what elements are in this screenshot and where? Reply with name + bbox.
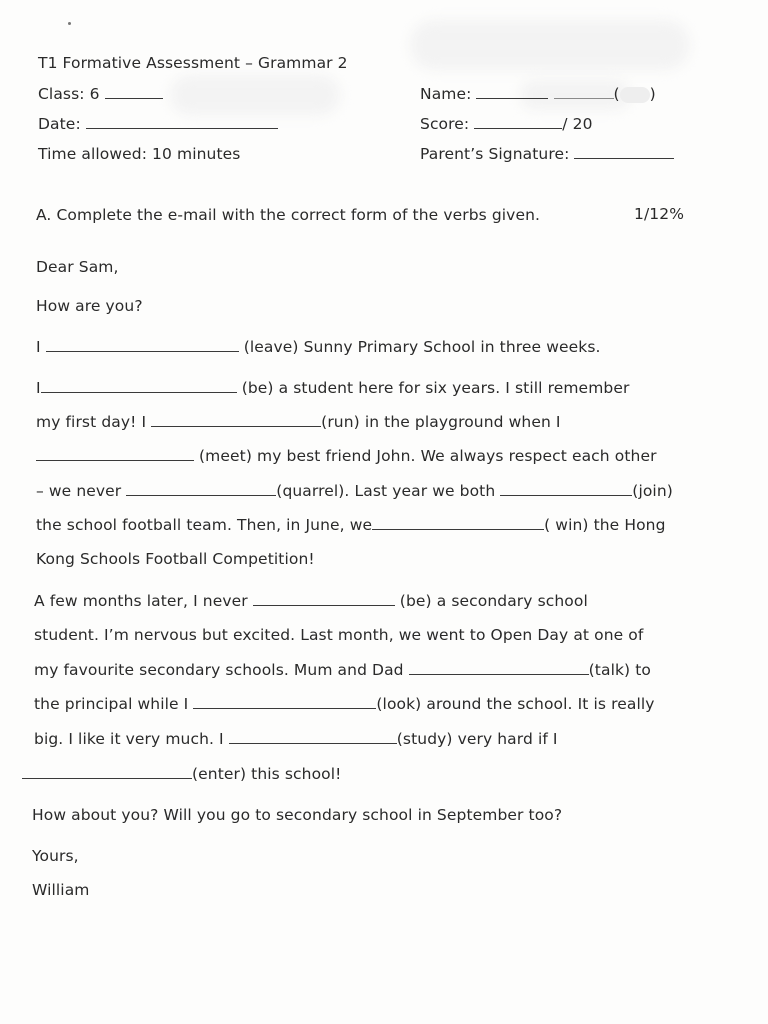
signature-field: [420, 144, 674, 164]
letter-line-3: [36, 412, 561, 432]
letter-line-1: [36, 337, 601, 357]
answer-blank: [36, 446, 194, 461]
class-number-close: ): [649, 85, 656, 103]
class-label: Class: 6: [38, 85, 100, 103]
assessment-title: T1 Formative Assessment – Grammar 2: [38, 54, 348, 72]
answer-blank: [409, 660, 589, 675]
text: (study) very hard if I: [396, 730, 558, 748]
score-label: Score:: [420, 115, 470, 133]
text: (run) in the playground when I: [321, 413, 561, 431]
redaction-smudge: [410, 20, 690, 70]
name-blank: [554, 84, 614, 99]
score-field: [420, 114, 593, 134]
date-field: [38, 114, 278, 134]
letter-closing-question: How about you? Will you go to secondary school in September too?: [32, 806, 563, 824]
letter-line-9: student. I’m nervous but excited. Last month, we went to Open Day at one of: [34, 626, 644, 644]
letter-line-12: [34, 729, 558, 749]
letter-opening: How are you?: [36, 297, 143, 315]
text: I: [36, 379, 41, 397]
text: (meet) my best friend John. We always respect each other: [199, 447, 657, 465]
letter-line-4: [36, 446, 657, 466]
text: (be) a student here for six years. I still remember: [241, 379, 630, 397]
text: (look) around the school. It is really: [376, 695, 655, 713]
date-label: Date:: [38, 115, 81, 133]
letter-line-10: [34, 660, 651, 680]
score-blank: [474, 114, 562, 129]
answer-blank: [500, 481, 632, 496]
class-number-open: (: [613, 85, 620, 103]
letter-line-13: [22, 764, 342, 784]
letter-line-6: [36, 515, 666, 535]
letter-greeting: Dear Sam,: [36, 258, 119, 276]
answer-blank: [229, 729, 397, 744]
answer-blank: [22, 764, 192, 779]
score-total: / 20: [562, 115, 593, 133]
answer-blank: [193, 694, 376, 709]
answer-blank: [151, 412, 321, 427]
letter-line-2: [36, 378, 629, 398]
text: my favourite secondary schools. Mum and Dad: [34, 661, 404, 679]
class-number-redacted: [620, 87, 650, 103]
letter-line-11: [34, 694, 655, 714]
scan-speck: [68, 22, 71, 25]
text: (enter) this school!: [192, 765, 342, 783]
text: the school football team. Then, in June, we: [36, 516, 373, 534]
text: my first day! I: [36, 413, 147, 431]
name-label: Name:: [420, 85, 472, 103]
text: I: [36, 338, 41, 356]
time-allowed: Time allowed: 10 minutes: [38, 145, 241, 163]
letter-signature: William: [32, 881, 90, 899]
text: big. I like it very much. I: [34, 730, 224, 748]
answer-blank: [372, 515, 544, 530]
class-field: [38, 84, 163, 104]
class-blank: [105, 84, 163, 99]
section-a-instruction: A. Complete the e-mail with the correct form of the verbs given.: [36, 206, 541, 224]
answer-blank: [126, 481, 276, 496]
text: ( win) the Hong: [544, 516, 666, 534]
text: (talk) to: [588, 661, 651, 679]
signature-label: Parent’s Signature:: [420, 145, 570, 163]
text: (leave) Sunny Primary School in three weeks.: [243, 338, 601, 356]
letter-signoff: Yours,: [32, 847, 79, 865]
answer-blank: [46, 337, 239, 352]
text: the principal while I: [34, 695, 189, 713]
redaction-smudge: [170, 75, 340, 115]
signature-blank: [574, 144, 674, 159]
text: (join): [632, 482, 673, 500]
text: (quarrel). Last year we both: [276, 482, 496, 500]
section-a-marks: 1/12%: [634, 205, 685, 223]
text: A few months later, I never: [34, 592, 248, 610]
letter-line-5: [36, 481, 673, 501]
name-blank: [476, 84, 548, 99]
answer-blank: [41, 378, 237, 393]
letter-line-7: Kong Schools Football Competition!: [36, 550, 315, 568]
name-field: [420, 84, 656, 104]
date-blank: [86, 114, 278, 129]
text: – we never: [36, 482, 122, 500]
letter-line-8: [34, 591, 588, 611]
text: (be) a secondary school: [399, 592, 588, 610]
answer-blank: [253, 591, 395, 606]
